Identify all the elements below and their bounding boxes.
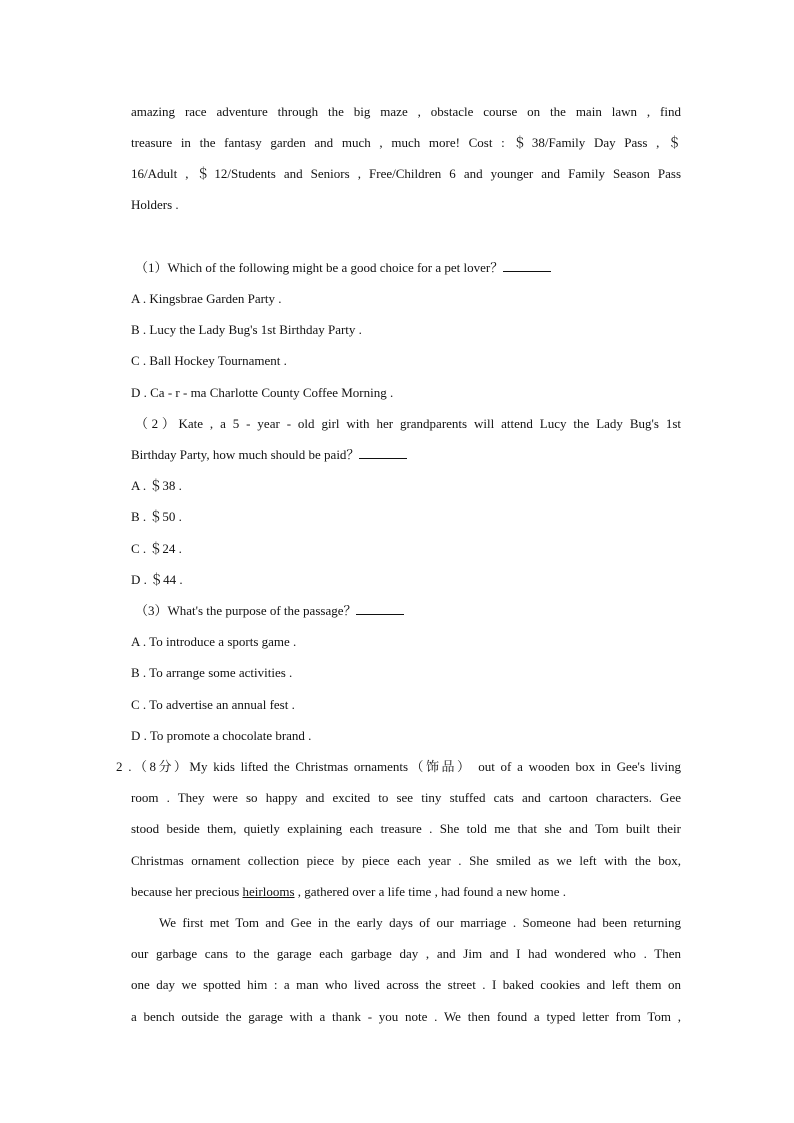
q1-option-a: A . Kingsbrae Garden Party . <box>131 291 282 306</box>
q3-option-a: A . To introduce a sports game . <box>131 634 297 649</box>
passage1-line-1: amazing race adventure through the big maze , obstacle course on the main lawn , find <box>131 104 681 119</box>
passage2-line-5-before: because her precious <box>131 884 243 899</box>
answer-blank <box>503 259 551 272</box>
passage2-para2-line-1: We first met Tom and Gee in the early days of our marriage . Someone had been returning <box>159 915 681 930</box>
q3-option-c: C . To advertise an annual fest . <box>131 697 295 712</box>
q1-option-d: D . Ca - r - ma Charlotte County Coffee Morning . <box>131 385 394 400</box>
passage2-para2-line-3: one day we spotted him : a man who lived across the street . I baked cookies and left them on <box>131 977 681 992</box>
passage2-line-1: 2 .（8分）My kids lifted the Christmas ornaments（饰品） out of a wooden box in Gee's living <box>116 759 681 774</box>
passage2-line-2: room . They were so happy and excited to see tiny stuffed cats and cartoon characters. Gee <box>131 790 681 805</box>
question-1-stem <box>135 258 685 278</box>
q2-option-b: B . ＄50 . <box>131 509 182 524</box>
passage1-line-4: Holders . <box>131 197 179 212</box>
q2-option-c: C . ＄24 . <box>131 541 182 556</box>
answer-blank <box>359 446 407 459</box>
question-2-stem-line-2 <box>131 445 681 465</box>
q1-option-c: C . Ball Hockey Tournament . <box>131 353 287 368</box>
question-2-stem-line-1: （2）Kate , a 5 - year - old girl with her grandparents will attend Lucy the Lady Bug's 1st <box>135 416 681 431</box>
answer-blank <box>356 602 404 615</box>
passage2-line-5 <box>131 882 681 902</box>
question-1-text: （1）Which of the following might be a good choice for a pet lover？ <box>135 260 504 275</box>
q3-option-b: B . To arrange some activities . <box>131 665 293 680</box>
passage1-line-2: treasure in the fantasy garden and much , much more! Cost : ＄38/Family Day Pass , ＄ <box>131 135 681 150</box>
passage2-para2-line-4: a bench outside the garage with a thank - you note . We then found a typed letter from Tom , <box>131 1009 681 1024</box>
passage2-line-5-after: , gathered over a life time , had found a new home . <box>294 884 566 899</box>
question-3-stem <box>135 601 685 621</box>
passage1-line-3: 16/Adult , ＄12/Students and Seniors , Free/Children 6 and younger and Family Season Pass <box>131 166 681 181</box>
passage2-line-4: Christmas ornament collection piece by piece each year . She smiled as we left with the box, <box>131 853 681 868</box>
question-3-text: （3）What's the purpose of the passage？ <box>135 603 357 618</box>
q1-option-b: B . Lucy the Lady Bug's 1st Birthday Party . <box>131 322 362 337</box>
passage2-line-3: stood beside them, quietly explaining each treasure . She told me that she and Tom built their <box>131 821 681 836</box>
q3-option-d: D . To promote a chocolate brand . <box>131 728 312 743</box>
passage2-para2-line-2: our garbage cans to the garage each garbage day , and Jim and I had wondered who . Then <box>131 946 681 961</box>
q2-option-a: A . ＄38 . <box>131 478 182 493</box>
underlined-word-heirlooms: heirlooms <box>242 884 295 899</box>
question-2-text: Birthday Party, how much should be paid？ <box>131 447 360 462</box>
q2-option-d: D . ＄44 . <box>131 572 183 587</box>
